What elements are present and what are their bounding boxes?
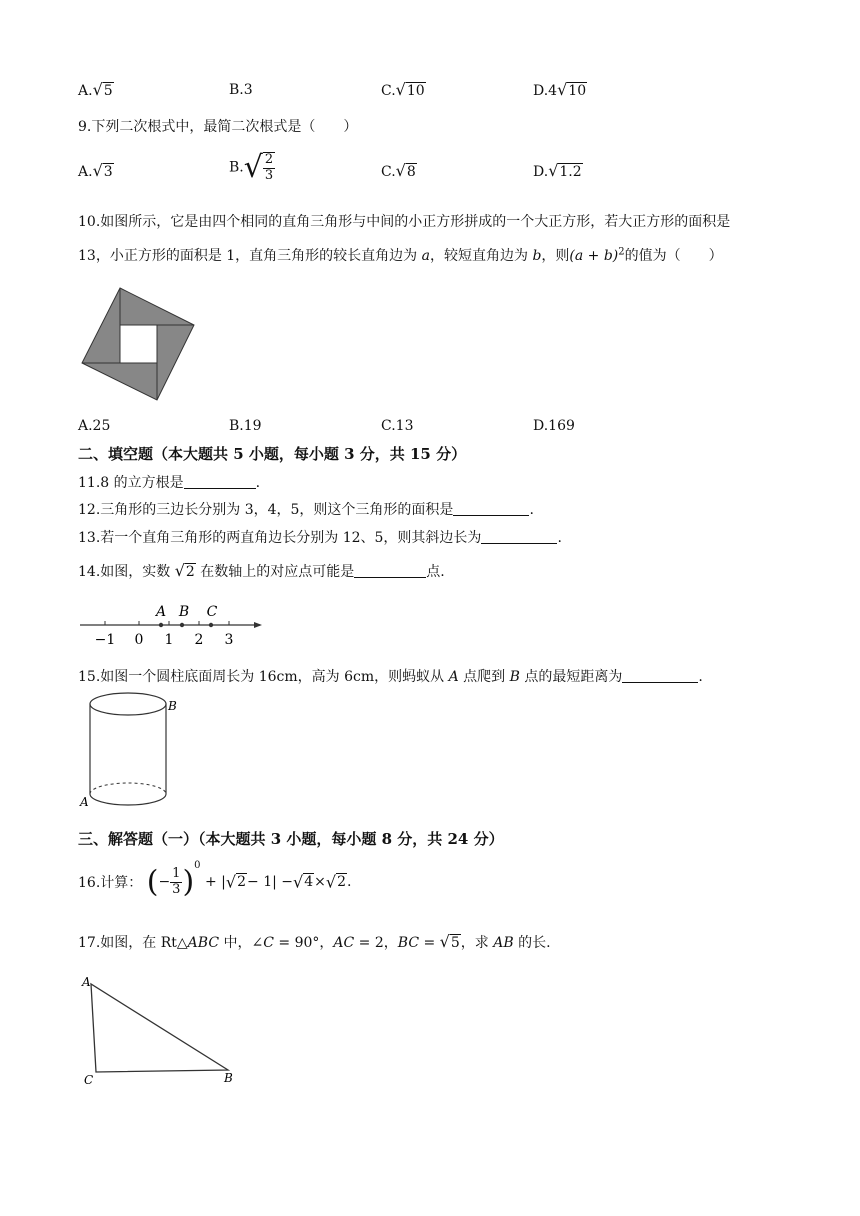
q10-option-c: C.13: [381, 418, 414, 434]
vertex-label-c: C: [84, 1073, 94, 1087]
q13: 13.若一个直角三角形的两直角边长分别为 12、5，则其斜边长为 .: [78, 530, 562, 546]
point-label: B: [178, 604, 190, 620]
q10-inner-square: [120, 325, 157, 363]
q9-option-a: A.√3: [78, 161, 113, 180]
q8-option-b: B.3: [229, 82, 253, 98]
q8-option-d: D.4√10: [533, 80, 587, 99]
vertex-label-b: B: [224, 1071, 233, 1085]
q9-option-b: B.√ $\frac{2}{3}$: [229, 150, 274, 185]
q12: 12.三角形的三边长分别为 3，4，5，则这个三角形的面积是 .: [78, 502, 534, 518]
cylinder-label-a: A: [80, 795, 89, 809]
point-a: [159, 623, 163, 627]
section2-title: 二、填空题（本大题共 5 小题，每小题 3 分，共 15 分）: [78, 445, 467, 463]
q8-option-c: C.√10: [381, 80, 425, 99]
q10-option-a: A.25: [78, 418, 111, 434]
section3-title: 三、解答题（一）（本大题共 3 小题，每小题 8 分，共 24 分）: [78, 830, 504, 848]
q9-option-c: C.√8: [381, 161, 416, 180]
q10-option-d: D.169: [533, 418, 575, 434]
cylinder-label-b: B: [168, 699, 177, 713]
point-label: A: [155, 604, 167, 620]
q14: 14.如图，实数 √2 在数轴上的对应点可能是 点.: [78, 561, 445, 580]
tick-label: 1: [164, 632, 174, 648]
q8-option-a: A.√5: [78, 80, 113, 99]
q15: 15.如图一个圆柱底面周长为 16cm，高为 6cm，则蚂蚁从 A 点爬到 B 点的最短距离为 .: [78, 669, 703, 685]
point-c: [209, 623, 213, 627]
q11: 11.8 的立方根是 .: [78, 475, 261, 491]
q17: 17.如图，在 Rt△ABC 中，∠C = 90°，AC = 2，BC = √5，求 AB 的长.: [78, 932, 551, 951]
q16: 16.计算： (− $\frac{1}{3}$ )$^0$ + |√2− 1| −√4×√2.: [78, 860, 352, 900]
tick-label: 3: [224, 632, 234, 648]
q10-line2: 13，小正方形的面积是 1，直角三角形的较长直角边为 a，较短直角边为 b，则$(a + b)^2$的值为（ ）: [78, 246, 723, 264]
q9-option-d: D.√1.2: [533, 161, 582, 180]
q10-figure: [76, 284, 200, 404]
tick-label: 0: [134, 632, 144, 648]
q10-line1: 10.如图所示，它是由四个相同的直角三角形与中间的小正方形拼成的一个大正方形，若大正方形的面积是: [78, 214, 731, 230]
point-b: [180, 623, 184, 627]
q14-number-line: [76, 600, 276, 650]
q15-cylinder-figure: [76, 688, 186, 816]
tick-label: 2: [194, 632, 204, 648]
tick-label: −1: [94, 632, 116, 648]
q10-option-b: B.19: [229, 418, 262, 434]
q9-stem: 9.下列二次根式中，最简二次根式是（ ）: [78, 119, 358, 135]
q17-triangle-figure: [78, 972, 248, 1090]
vertex-label-a: A: [82, 975, 91, 989]
point-label: C: [206, 604, 218, 620]
